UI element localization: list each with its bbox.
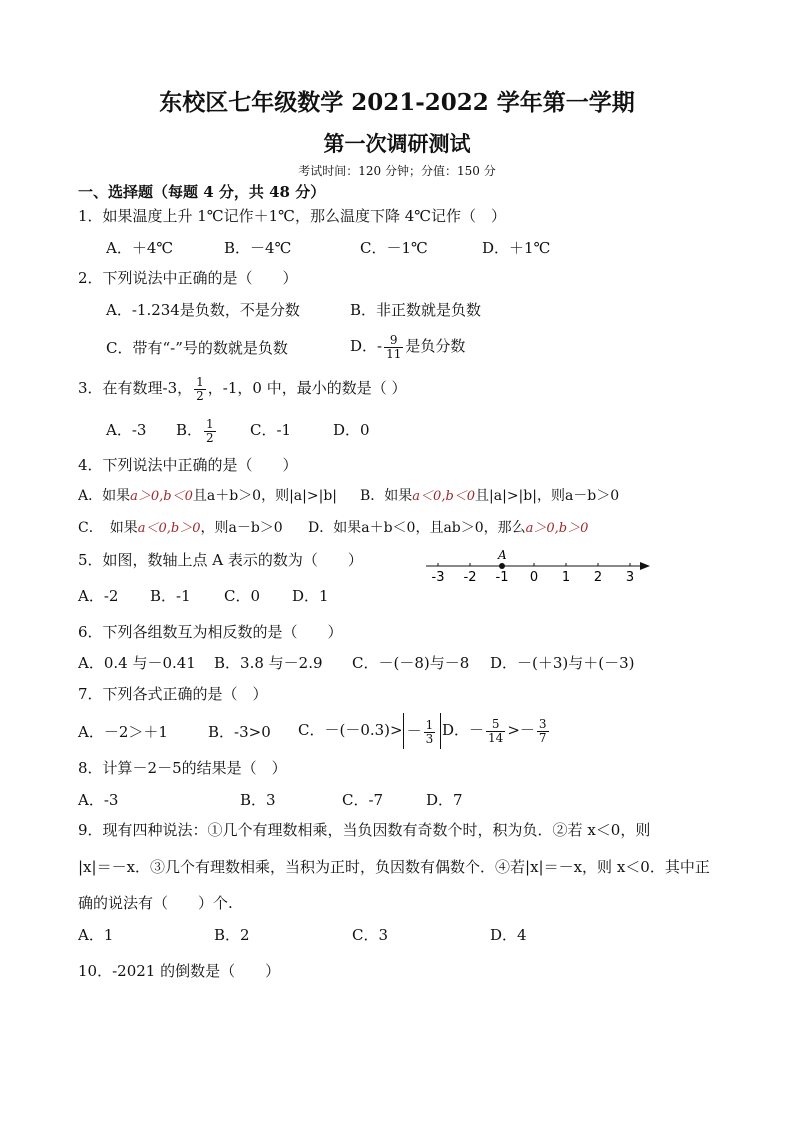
q9-option-a: A．1	[78, 926, 114, 944]
point-a-marker	[499, 563, 505, 569]
q6-option-c: C．－(－8)与－8	[352, 654, 470, 672]
q8-option-d: D．7	[426, 791, 463, 809]
number-line	[422, 546, 654, 586]
section-heading: 一、选择题（每题 4 分，共 48 分）	[78, 183, 326, 201]
question-2-stem: 2．下列说法中正确的是（ ）	[78, 269, 298, 287]
question-10-stem: 10．-2021 的倒数是（ ）	[78, 962, 281, 980]
q2-option-b: B．非正数就是负数	[350, 301, 482, 319]
q3-option-c: C．-1	[250, 421, 292, 439]
q1-option-c: C．－1℃	[360, 239, 428, 257]
q7-option-b: B．-3>0	[208, 723, 271, 741]
q3-option-a: A．-3	[106, 421, 147, 439]
axis-tick-label: -3	[431, 570, 445, 585]
axis-tick-label: 0	[529, 570, 539, 585]
q9-option-c: C．3	[352, 926, 389, 944]
q9-option-b: B．2	[214, 926, 250, 944]
question-5-stem: 5．如图，数轴上点 A 表示的数为（ ）	[78, 551, 363, 569]
q3-option-d: D．0	[333, 421, 370, 439]
axis-tick-label: 3	[625, 570, 635, 585]
question-6-stem: 6．下列各组数互为相反数的是（ ）	[78, 623, 343, 641]
q5-option-c: C．0	[224, 587, 261, 605]
q8-option-b: B．3	[240, 791, 276, 809]
question-4-stem: 4．下列说法中正确的是（ ）	[78, 456, 298, 474]
q9-option-d: D．4	[490, 926, 527, 944]
q2-option-d: D．- $\frac{9}{11}$ 是负分数	[350, 332, 466, 361]
question-8-stem: 8．计算－2－5的结果是（ ）	[78, 759, 287, 777]
q5-option-b: B．-1	[150, 587, 191, 605]
q5-option-a: A．-2	[78, 587, 119, 605]
axis-tick-label: -1	[495, 570, 509, 585]
axis-arrow	[640, 562, 650, 570]
axis-tick-label: -2	[463, 570, 477, 585]
q2-option-c: C．带有“-”号的数就是负数	[106, 339, 288, 357]
q1-option-b: B．－4℃	[224, 239, 292, 257]
question-9-line-2: |x|＝－x．③几个有理数相乘，当积为正时，负因数有偶数个．④若|x|＝－x，则 x＜0．其中正	[78, 858, 710, 876]
question-3-stem: 3．在有数理-3， $\frac{1}{2}$ ，-1，0 中，最小的数是（ ）	[78, 374, 407, 403]
q8-option-c: C．-7	[342, 791, 384, 809]
q4-option-c: C． 如果a＜0,b＞0，则a－b＞0	[78, 520, 283, 536]
exam-subtitle: 第一次调研测试	[323, 131, 471, 156]
axis-tick-label: 1	[561, 570, 571, 585]
q5-option-d: D．1	[292, 587, 329, 605]
q4-option-d: D．如果a＋b＜0，且ab＞0，那么a＞0,b＞0	[308, 520, 589, 536]
q1-option-d: D．＋1℃	[482, 239, 551, 257]
question-9-line-1: 9．现有四种说法：①几个有理数相乘，当负因数有奇数个时，积为负．②若 x＜0，则	[78, 821, 651, 839]
q7-option-a: A．－2＞＋1	[78, 723, 168, 741]
axis-tick-label: 2	[593, 570, 603, 585]
q6-option-d: D．－(＋3)与＋(－3)	[490, 654, 635, 672]
q2-option-a: A．-1.234是负数，不是分数	[106, 301, 300, 319]
question-7-stem: 7．下列各式正确的是（ ）	[78, 685, 268, 703]
exam-title: 东校区七年级数学 2021-2022 学年第一学期	[159, 89, 635, 116]
q7-option-d: D．－ $\frac{5}{14}$ >－ $\frac{3}{7}$	[442, 716, 547, 745]
q8-option-a: A．-3	[78, 791, 119, 809]
exam-info: 考试时间：120 分钟；分值：150 分	[298, 164, 496, 178]
q7-option-c: C．－(－0.3)> － $\frac{1}{3}$	[298, 712, 441, 749]
q4-option-a: A．如果a＞0,b＜0且a＋b＞0，则|a|>|b|	[78, 488, 337, 504]
q1-option-a: A．＋4℃	[106, 239, 174, 257]
q3-option-b: B． $\frac{1}{2}$	[176, 416, 214, 445]
question-9-line-3: 确的说法有（ ）个.	[78, 894, 233, 912]
q4-option-b: B．如果a＜0,b＜0且|a|>|b|，则a－b＞0	[360, 488, 620, 504]
q6-option-a: A．0.4 与－0.41	[78, 654, 196, 672]
point-a-label: A	[498, 548, 507, 562]
question-1-stem: 1．如果温度上升 1℃记作＋1℃，那么温度下降 4℃记作（ ）	[78, 207, 507, 225]
q6-option-b: B．3.8 与－2.9	[214, 654, 323, 672]
